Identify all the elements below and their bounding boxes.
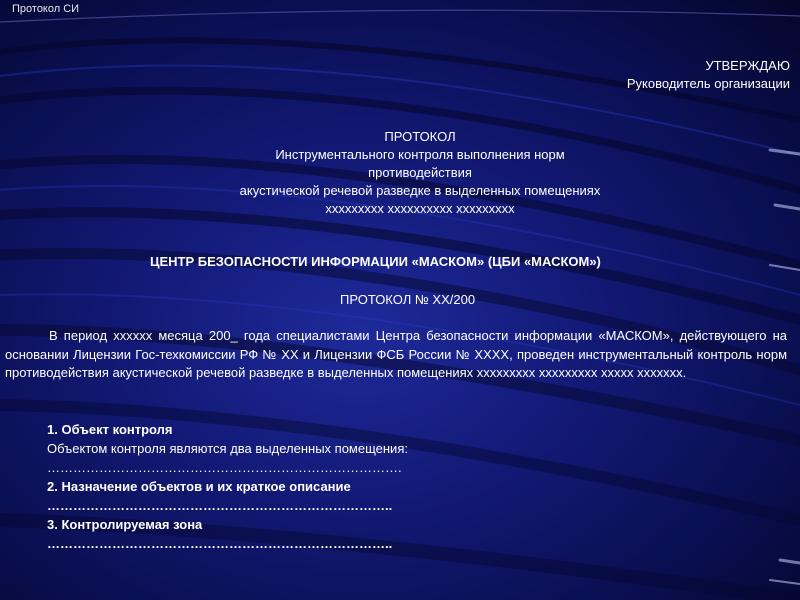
approver-role: Руководитель организации [626,76,790,91]
approve-heading: УТВЕРЖДАЮ [705,58,790,73]
protocol-subtitle-4: ххххххххх хххххххххх ххххххххх [325,201,515,216]
intro-paragraph: В период хххххх месяца 200_ года специалистами Центра безопасности информации «МАСКОМ», действующего на основании Лицензии Гос-техкомиссии РФ № ХХ и Лицензии ФСБ России № ХХХХ, проведен инструментальный контроль норм противодействия акустической речевой разведке в выделенных помещениях ххххххххх ххххххххх ххххх ххххххх. [5,328,787,380]
protocol-subtitle-1: Инструментального контроля выполнения норм [275,147,565,162]
approval-block [627,57,790,93]
section-3-placeholder: …………………………………………………………………….. [47,536,393,551]
section-1-title: 1. Объект контроля [47,422,173,437]
protocol-title: ПРОТОКОЛ [384,129,456,144]
section-2-placeholder: …………………………………………………………………….. [47,498,393,513]
section-1-text: Объектом контроля являются два выделенных помещения: [47,441,408,456]
sections-list [47,420,408,553]
section-1-placeholder: ………………………………………………………………………. [47,460,402,475]
protocol-title-block [0,128,800,218]
protocol-number: ПРОТОКОЛ № ХХ/200 [340,292,476,307]
section-2-title: 2. Назначение объектов и их краткое описание [47,479,351,494]
section-3-title: 3. Контролируемая зона [47,517,203,532]
protocol-subtitle-3: акустической речевой разведке в выделенных помещениях [239,183,601,198]
organization-name: ЦЕНТР БЕЗОПАСНОСТИ ИНФОРМАЦИИ «МАСКОМ» (ЦБИ «МАСКОМ») [150,254,601,269]
protocol-subtitle-2: противодействия [368,165,472,180]
slide-label: Протокол СИ [12,3,80,15]
